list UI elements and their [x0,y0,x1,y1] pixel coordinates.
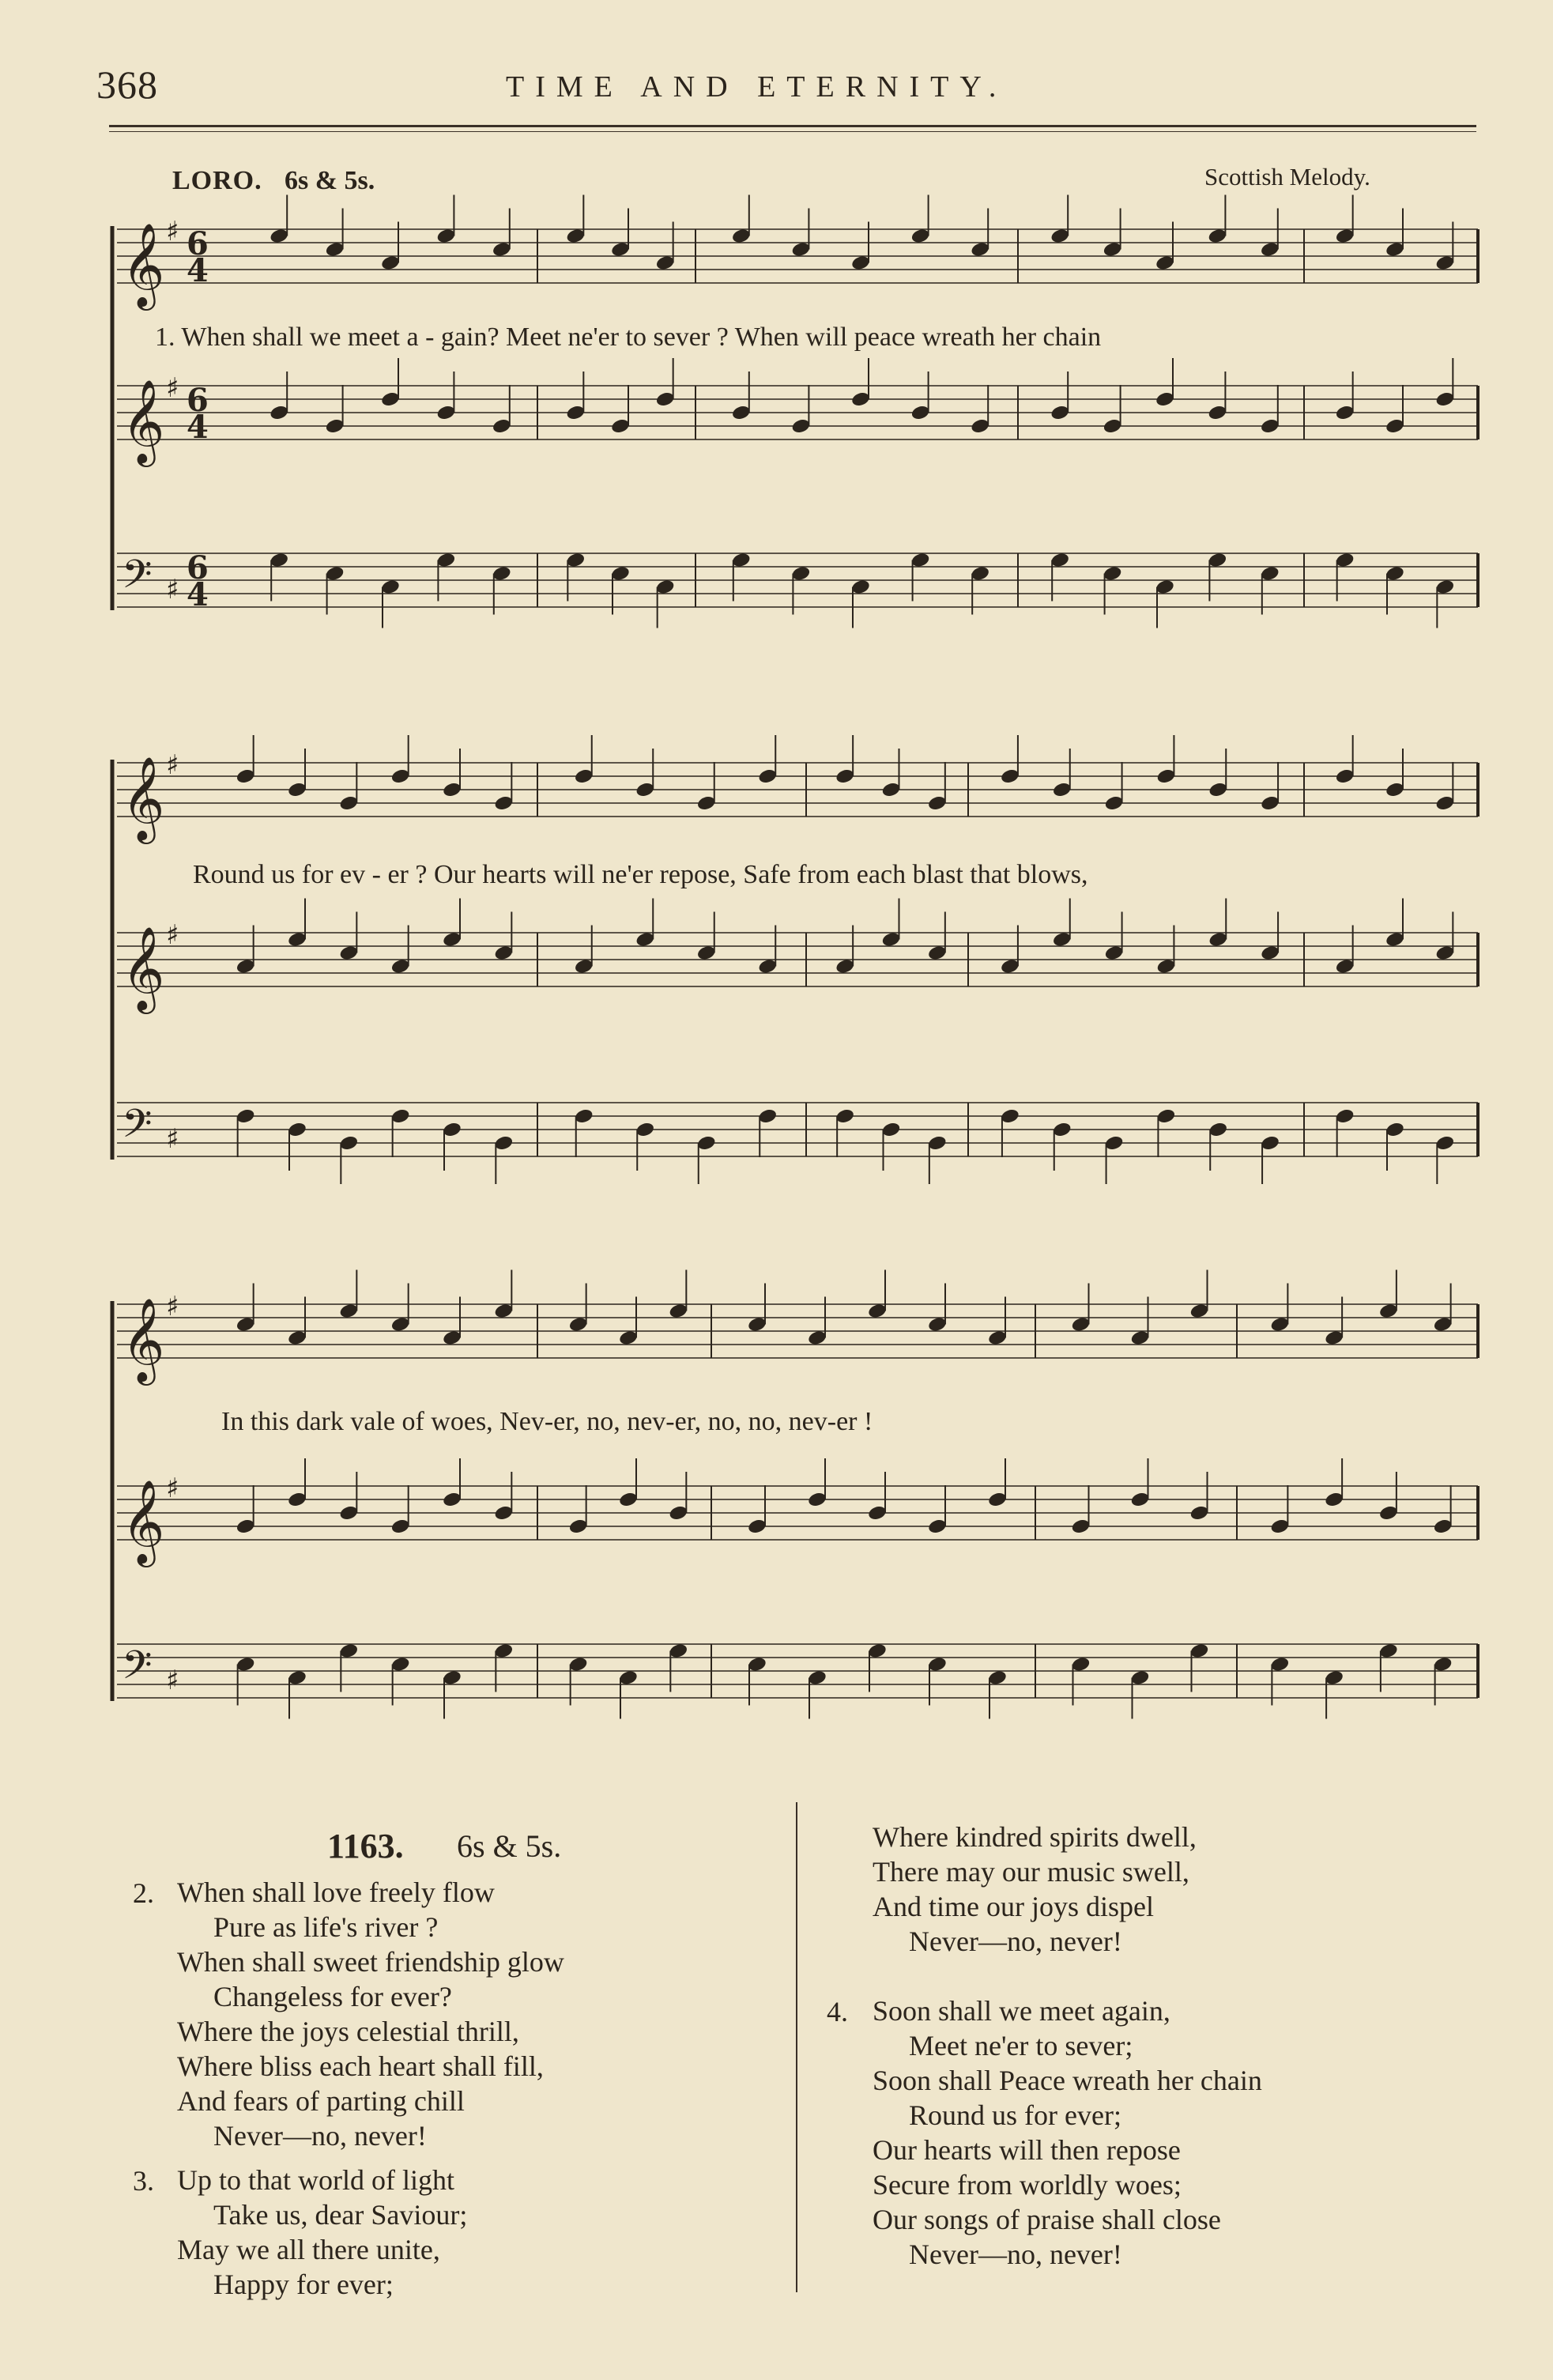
bass-clef-icon: 𝄢 [122,1643,153,1698]
treble-clef-icon: 𝄞 [122,1479,165,1563]
stanza-4-line: Meet ne'er to sever; [909,2030,1133,2061]
stanza-4-number: 4. [827,1996,848,2027]
stanza-2-line: Where the joys celestial thrill, [177,2016,519,2047]
stanza-3-line: Up to that world of light [177,2164,454,2196]
treble-clef-icon: 𝄞 [122,926,165,1010]
sharp-icon: ♯ [166,1473,179,1504]
stanza-4-line: Secure from worldly woes; [873,2169,1182,2201]
stanza-3-line: May we all there unite, [177,2234,440,2265]
sharp-icon: ♯ [166,1123,179,1155]
stanza-2-line: And fears of parting chill [177,2085,465,2117]
stanza-3-line: And time our joys dispel [873,1891,1154,1922]
stanza-2-number: 2. [133,1877,154,1909]
sharp-icon: ♯ [166,919,179,951]
stanza-4-line: Never—no, never! [909,2239,1122,2270]
treble-clef-icon: 𝄞 [122,222,165,307]
stanza-2-line: Never—no, never! [213,2120,427,2152]
bass-clef-icon: 𝄢 [122,1101,153,1156]
stanza-2-line: Changeless for ever? [213,1981,452,2012]
time-signature-top: 6 [187,549,209,587]
running-title: TIME AND ETERNITY. [506,70,1008,104]
sharp-icon: ♯ [166,372,179,404]
stanza-3-number: 3. [133,2165,154,2197]
composer-credit: Scottish Melody. [1204,163,1370,190]
lyric-line-3: In this dark vale of woes, Nev-er, no, nev-er, no, no, nev-er ! [221,1407,873,1436]
tune-name: LORO. [172,166,262,195]
stanza-3-line: Where kindred spirits dwell, [873,1821,1197,1853]
stanza-3-line: Happy for ever; [213,2269,394,2300]
stanza-4-line: Our hearts will then repose [873,2134,1181,2166]
stanza-2-line: When shall sweet friendship glow [177,1946,564,1978]
time-signature-top: 6 [187,225,209,262]
stanza-3-line: Never—no, never! [909,1925,1122,1957]
sharp-icon: ♯ [166,574,179,605]
stanza-3-line: There may our music swell, [873,1856,1189,1888]
treble-clef-icon: 𝄞 [122,756,165,840]
sharp-icon: ♯ [166,1291,179,1322]
sharp-icon: ♯ [166,1665,179,1696]
time-signature-top: 6 [187,382,209,419]
time-signature-bottom: 4 [187,252,209,289]
bass-clef-icon: 𝄢 [122,552,153,607]
sharp-icon: ♯ [166,749,179,781]
stanza-4-line: Round us for ever; [909,2099,1121,2131]
page-number: 368 [96,62,158,107]
stanza-3-part-2 [873,1820,1197,1959]
stanza-2-line: Pure as life's river ? [213,1911,439,1943]
column-divider [796,1802,797,2292]
stanza-2-line: When shall love freely flow [177,1876,495,1908]
hymn-meter: 6s & 5s. [457,1828,562,1864]
stanza-4-line: Our songs of praise shall close [873,2204,1221,2235]
treble-clef-icon: 𝄞 [122,379,165,463]
lyric-line-1: 1. When shall we meet a - gain? Meet ne'er to sever ? When will peace wreath her chain [155,322,1102,352]
stanza-4-line: Soon shall Peace wreath her chain [873,2065,1262,2096]
time-signature-bottom: 4 [187,409,209,446]
hymn-number: 1163. [327,1827,404,1865]
treble-clef-icon: 𝄞 [122,1297,165,1382]
time-signature-bottom: 4 [187,576,209,613]
tune-meter: 6s & 5s. [285,166,375,195]
stanza-3-line: Take us, dear Saviour; [213,2199,468,2231]
sharp-icon: ♯ [166,216,179,247]
stanza-4 [873,1993,1262,2272]
stanza-2-line: Where bliss each heart shall fill, [177,2050,544,2082]
stanza-3-part-1 [177,2163,467,2302]
stanza-4-line: Soon shall we meet again, [873,1995,1170,2027]
stanza-2 [177,1875,564,2153]
lyric-line-2: Round us for ev - er ? Our hearts will ne'er repose, Safe from each blast that blows, [193,860,1088,889]
